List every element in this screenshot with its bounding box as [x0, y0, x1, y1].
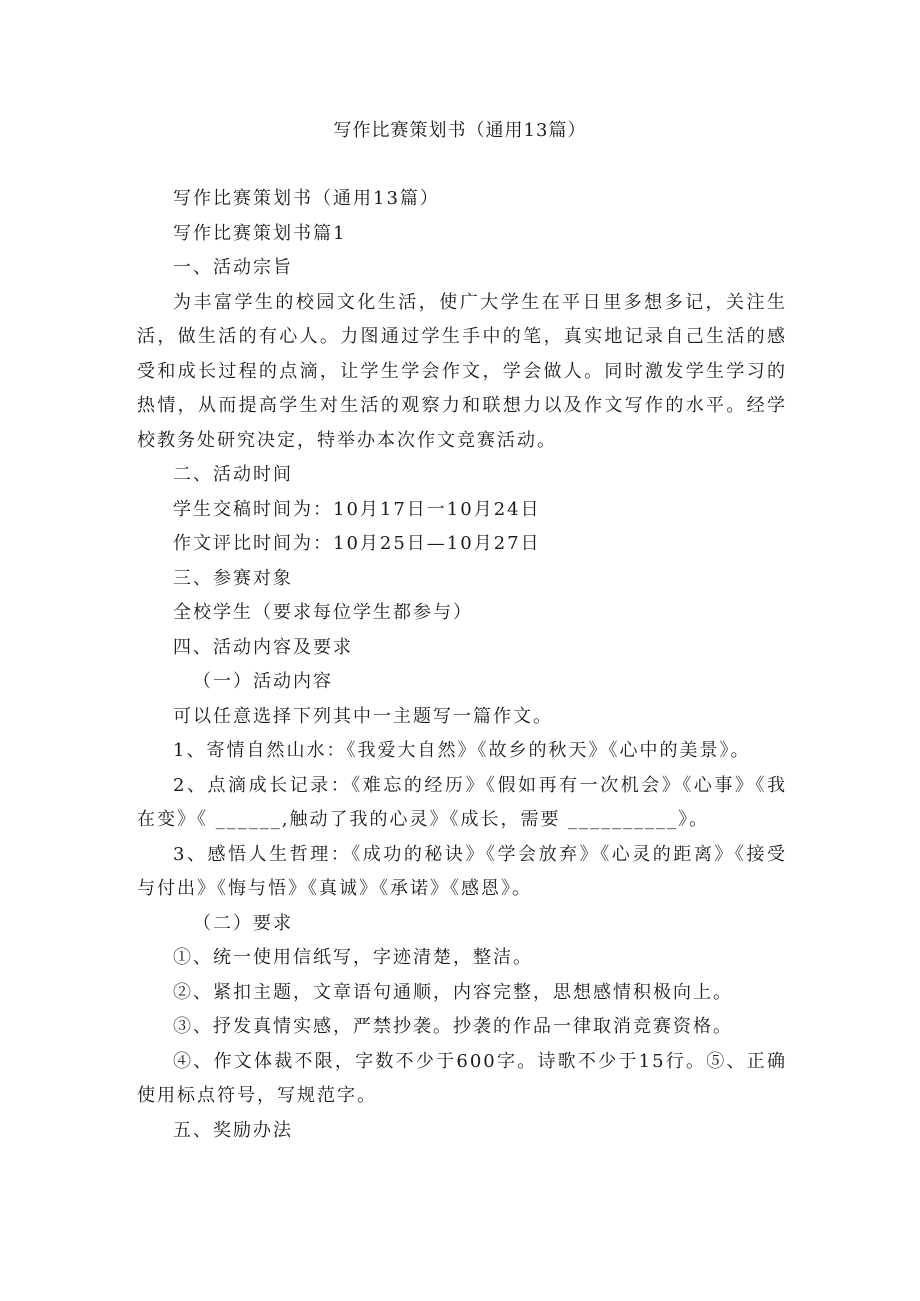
subsection-heading: （一）活动内容 [193, 671, 333, 692]
list-item: 3、感悟人生哲理：《成功的秘诀》《学会放弃》《心灵的距离》《接受与付出》《悔与悟》《真诚》《承诺》《感恩》。 [137, 843, 787, 899]
list-item: 2、点滴成长记录：《难忘的经历》《假如再有一次机会》《心事》《我在变》《 ______,触动了我的心灵》《成长，需要 __________》。 [137, 774, 787, 830]
section-heading: 二、活动时间 [173, 464, 293, 485]
section-heading: 五、奖励办法 [173, 1119, 293, 1141]
paragraph-purpose: 为丰富学生的校园文化生活，使广大学生在平日里多想多记，关注生活，做生活的有心人。力图通过学生手中的笔，真实地记录自己生活的感受和成长过程的点滴，让学生学会作文，学会做人。同时激发学生学习的热情，从而提高学生对生活的观察力和联想力以及作文写作的水平。经学校教务处研究决定，特举办本次作文竞赛活动。 [137, 291, 787, 451]
subtitle-line: 写作比赛策划书（通用13篇） [173, 188, 440, 209]
subsection-heading: （二）要求 [193, 912, 293, 934]
list-item: 1、寄情自然山水：《我爱大自然》《故乡的秋天》《心中的美景》。 [173, 740, 751, 761]
text-line: 作文评比时间为：10月25日—10月27日 [173, 533, 541, 554]
list-item: ③、抒发真情实感，严禁抄袭。抄袭的作品一律取消竞赛资格。 [173, 1016, 733, 1037]
list-item: ②、紧扣主题，文章语句通顺，内容完整，思想感情积极向上。 [173, 981, 733, 1003]
list-item: ①、统一使用信纸写，字迹清楚，整洁。 [173, 947, 533, 968]
document-body [137, 182, 787, 1148]
text-line: 全校学生（要求每位学生都参与） [173, 602, 473, 623]
section-heading: 三、参赛对象 [173, 567, 293, 589]
page-title: 写作比赛策划书（通用13篇） [333, 120, 587, 141]
section-heading: 写作比赛策划书篇1 [173, 222, 347, 244]
text-line: 学生交稿时间为：10月17日一10月24日 [173, 498, 541, 520]
text-line: 可以任意选择下列其中一主题写一篇作文。 [173, 705, 553, 727]
section-heading: 一、活动宗旨 [173, 257, 293, 278]
list-item: ④、作文体裁不限，字数不少于600字。诗歌不少于15行。⑤、正确使用标点符号，写规范字。 [137, 1050, 787, 1106]
section-heading: 四、活动内容及要求 [173, 636, 353, 658]
